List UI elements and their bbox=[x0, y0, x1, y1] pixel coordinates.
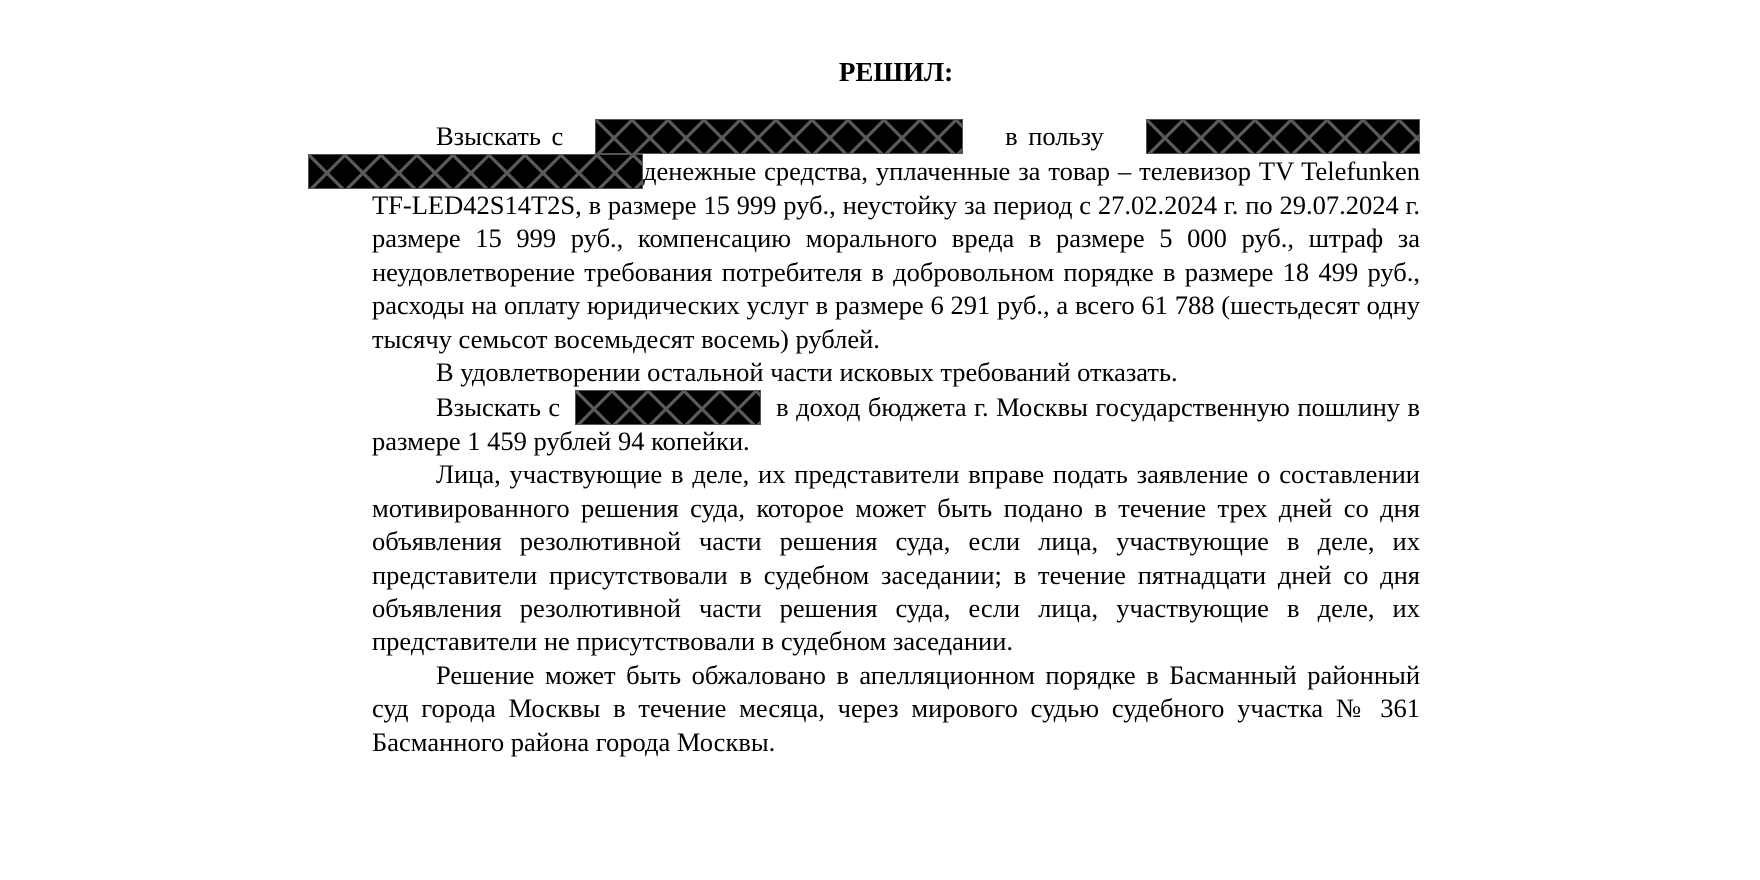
redaction-defendant bbox=[595, 119, 963, 154]
redaction-plaintiff-continued bbox=[308, 154, 643, 189]
paragraph-state-duty bbox=[372, 390, 1420, 458]
redaction-defendant-short bbox=[575, 390, 761, 425]
redaction-plaintiff bbox=[1146, 119, 1420, 154]
paragraph-text: Взыскать с bbox=[436, 391, 561, 422]
decision-body bbox=[372, 119, 1420, 759]
paragraph-text: Взыскать с bbox=[436, 121, 564, 151]
paragraph-text: в доход бюджета г. Москвы государственную пошлину в размере 1 459 рублей 94 копейки. bbox=[372, 391, 1421, 456]
paragraph-motivated-decision: Лица, участвующие в деле, их представители вправе подать заявление о составлении мотивированного решения суда, которое может быть подано в течение трех дней со дня объявления резолютивной части решения суда, если лица, участвующие в деле, их представители присутствовали в судебном заседании; в течение пятнадцати дней со дня объявления резолютивной части решения суда, если лица, участвующие в деле, их представители не присутствовали в судебном заседании. bbox=[372, 459, 1420, 657]
paragraph-dismissal: В удовлетворении остальной части исковых требований отказать. bbox=[436, 357, 1178, 388]
paragraph-recovery bbox=[372, 119, 1420, 356]
paragraph-text: в пользу bbox=[1005, 121, 1104, 151]
paragraph-text: денежные средства, уплаченные за товар – телевизор TV Telefunken TF-LED42S14T2S, в размере 15 999 руб., неустойку за период с 27.02.2024 г. по 29.07.2024 г. размере 15 999 руб., компенсацию морального вреда в размере 5 000 руб., штраф за неудовлетворение требования потребителя в добровольном порядке в размере 18 499 руб., расходы на оплату юридических услуг в размере 6 291 руб., а всего 61 788 (шестьдесят одну тысячу семьсот восемьдесят восемь) рублей. bbox=[372, 156, 1420, 354]
paragraph-appeal: Решение может быть обжаловано в апелляционном порядке в Басманный районный суд города Москвы в течение месяца, через мирового судью судебного участка № 361 Басманного района города Москвы. bbox=[372, 659, 1420, 757]
page-title: РЕШИЛ: bbox=[838, 57, 954, 87]
